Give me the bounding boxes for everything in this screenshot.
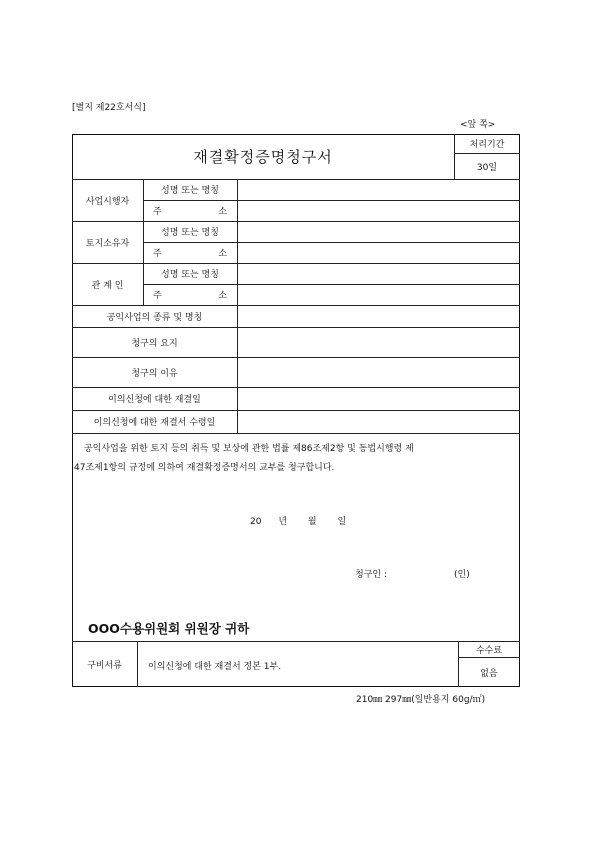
form-label: [별지 제22호서식]	[72, 103, 146, 113]
party-applicant-address-label: 주 소	[153, 207, 227, 217]
project-type-label: 공익사업의 종류 및 명칭	[106, 312, 203, 323]
party-landowner-address-field[interactable]	[238, 243, 519, 262]
party-related-address-label: 주 소	[153, 291, 227, 301]
ruling-date-label: 이의신청에 대한 재결일	[108, 395, 201, 405]
recipient: ООО수용위원회 위원장 귀하	[88, 621, 250, 636]
party-related-address-field[interactable]	[238, 285, 519, 304]
statement-line-2: 47조제1항의 규정에 의하여 재결확정증명서의 교부를 청구합니다.	[74, 463, 335, 473]
claim-summary-label: 청구의 요지	[131, 338, 178, 349]
party-related-name-label: 성명 또는 명칭	[161, 270, 219, 280]
processing-label: 처리기간	[469, 140, 505, 150]
side-label: <앞 쪽>	[460, 120, 496, 130]
party-landowner-address-label: 주 소	[153, 249, 227, 259]
party-applicant-name-label: 성명 또는 명칭	[161, 186, 219, 196]
party-applicant-label: 사업시행자	[85, 196, 130, 207]
claim-reason-label: 청구의 이유	[131, 368, 178, 379]
document-title: 재결확정증명청구서	[193, 148, 333, 166]
ruling-receipt-date-field[interactable]	[238, 411, 519, 432]
processing-value: 30일	[476, 162, 498, 173]
attachments-label: 구비서류	[87, 660, 122, 671]
attachments-value: 이의신청에 대한 재결서 정본 1부.	[148, 662, 282, 672]
seal-mark: (인)	[454, 570, 470, 580]
paper-spec: 210㎜ 297㎜(일반용지 60g/㎡)	[356, 695, 486, 705]
ruling-date-field[interactable]	[238, 388, 519, 409]
fee-label: 수수료	[475, 645, 503, 656]
ruling-receipt-date-label: 이의신청에 대한 재결서 수령일	[93, 418, 216, 428]
project-type-field[interactable]	[238, 306, 519, 326]
statement-line-1: 공익사업을 위한 토지 등의 취득 및 보상에 관한 법률 제86조제2항 및 동법시행령 제	[84, 444, 414, 454]
claim-summary-field[interactable]	[238, 328, 519, 356]
party-applicant-name-field[interactable]	[238, 180, 519, 199]
applicant-name-field[interactable]	[400, 563, 450, 579]
party-landowner-label: 토지소유자	[85, 238, 130, 249]
party-landowner-name-label: 성명 또는 명칭	[161, 228, 219, 238]
claim-reason-field[interactable]	[238, 358, 519, 386]
party-related-label: 관 계 인	[91, 280, 124, 291]
party-landowner-name-field[interactable]	[238, 222, 519, 241]
date-line: 20 년 월 일	[250, 517, 347, 527]
party-related-name-field[interactable]	[238, 264, 519, 283]
fee-value: 없음	[480, 668, 498, 679]
party-applicant-address-field[interactable]	[238, 201, 519, 220]
applicant-label: 청구인 :	[355, 570, 387, 580]
